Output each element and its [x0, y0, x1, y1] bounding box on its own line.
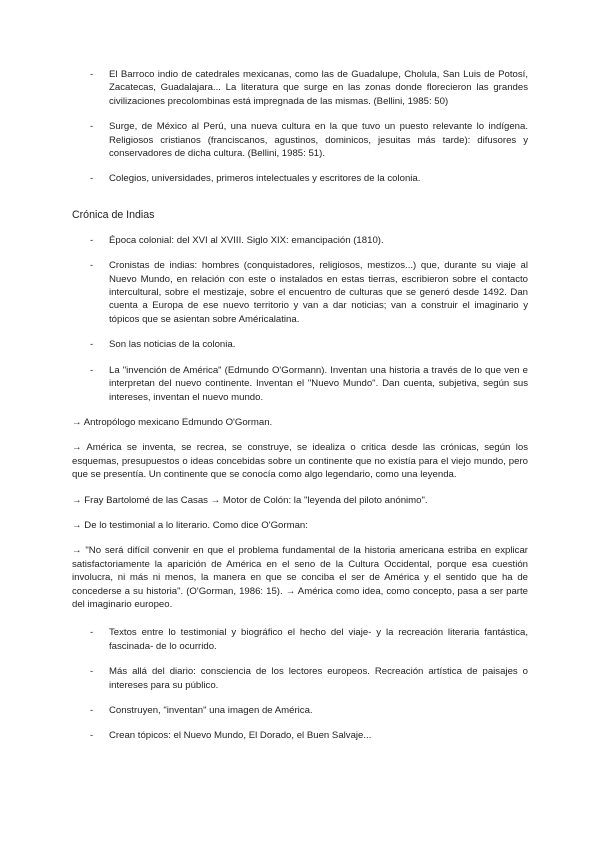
- bullet-dash: -: [90, 666, 94, 678]
- bullet-dash: -: [90, 121, 94, 133]
- list-item: [72, 665, 528, 692]
- list-item: [72, 68, 528, 108]
- bullet-dash: -: [90, 339, 94, 351]
- bullet-dash: -: [90, 627, 94, 639]
- list-item: [72, 259, 528, 326]
- arrow-paragraph: → América se inventa, se recrea, se construye, se idealiza o critica desde las crónicas, según los esquemas, presupuestos o ideas concebidas sobre un continente que no existía para el viejo mundo, pero que se presentía. Un continente que se conocía como algo legendario, como una leyenda.: [72, 442, 528, 481]
- list-item-text: Son las noticias de la colonia.: [109, 339, 236, 351]
- list-item: [72, 120, 528, 160]
- bullet-dash: -: [90, 705, 94, 716]
- list-item-text: Más allá del diario: consciencia de los lectores europeos. Recreación artística de paisajes o intereses para su público.: [109, 666, 528, 691]
- bullet-dash: -: [90, 260, 94, 272]
- list-item-text: Surge, de México al Perú, una nueva cultura en la que tuvo un puesto relevante lo indígena. Religiosos cristianos (franciscanos, agustinos, dominicos, jesuitas más tarde): difusores y conservadores de dicha cultura. (Bellini, 1985: 51).: [109, 121, 528, 160]
- quote-paragraph: → "No será difícil convenir en que el problema fundamental de la historia americana estriba en explicar satisfactoriamente la aparición de América en el seno de la Cultura Occidental, porque esa cuestión involucra, ni más ni menos, la manera en que se conciba el ser de América y el sentido que ha de concederse a su historia". (O'Gorman, 1986: 15). → América como idea, como concepto, pasa a ser parte del imaginario europeo.: [72, 545, 528, 610]
- list-item: [72, 729, 528, 742]
- section-heading: Crónica de Indias: [72, 208, 155, 221]
- bullet-dash: -: [90, 69, 94, 80]
- bullet-dash: -: [90, 730, 94, 742]
- list-item: [72, 338, 528, 351]
- list-item-text: Colegios, universidades, primeros intelectuales y escritores de la colonia.: [109, 173, 421, 185]
- list-item: [72, 172, 528, 185]
- list-item-text: Época colonial: del XVI al XVIII. Siglo XIX: emancipación (1810).: [109, 234, 384, 246]
- bullet-dash: -: [90, 234, 94, 246]
- list-item: [72, 626, 528, 653]
- list-item-text: Crean tópicos: el Nuevo Mundo, El Dorado, el Buen Salvaje...: [109, 730, 372, 742]
- list-item: [72, 704, 528, 717]
- list-item: [72, 364, 528, 404]
- list-item-text: Textos entre lo testimonial y biográfico el hecho del viaje- y la recreación literaria fantástica, fascinada- de lo ocurrido.: [109, 627, 528, 652]
- list-item-text: La "invención de América" (Edmundo O'Gormann). Inventan una historia a través de lo que ven e interpretan del nuevo continente. Inventan el "Nuevo Mundo". Dan cuenta, subjetiva, según sus intereses, inventan el nuevo mundo.: [109, 364, 528, 403]
- arrow-paragraph: → Antropólogo mexicano Edmundo O'Gorman.: [72, 416, 273, 428]
- list-item: [72, 234, 528, 247]
- arrow-paragraph: → Fray Bartolomé de las Casas → Motor de Colón: la "leyenda del piloto anónimo".: [72, 494, 428, 506]
- bullet-dash: -: [90, 364, 94, 376]
- list-item-text: El Barroco indio de catedrales mexicanas, como las de Guadalupe, Cholula, San Luis de Potosí, Zacatecas, Guadalajara... La literatura que surge en las zonas donde florecieron las grandes civilizaciones precolombinas está impregnada de las mismas. (Bellini, 1985: 50): [109, 69, 528, 107]
- list-item-text: Construyen, "inventan" una imagen de América.: [109, 705, 313, 716]
- bullet-dash: -: [90, 173, 94, 185]
- arrow-paragraph: → De lo testimonial a lo literario. Como dice O'Gorman:: [72, 519, 308, 531]
- list-item-text: Cronistas de indias: hombres (conquistadores, religiosos, mestizos...) que, durante su viaje al Nuevo Mundo, en relación con este o instalados en estas tierras, escribieron sobre el contacto intercultural, sobre el mestizaje, sobre el encuentro de culturas que se generó desde 1492. Dan cuenta a Europa de ese nuevo territorio y van a dar noticias; van a construir el imaginario y tópicos que se asientan sobre Américalatina.: [109, 260, 528, 325]
